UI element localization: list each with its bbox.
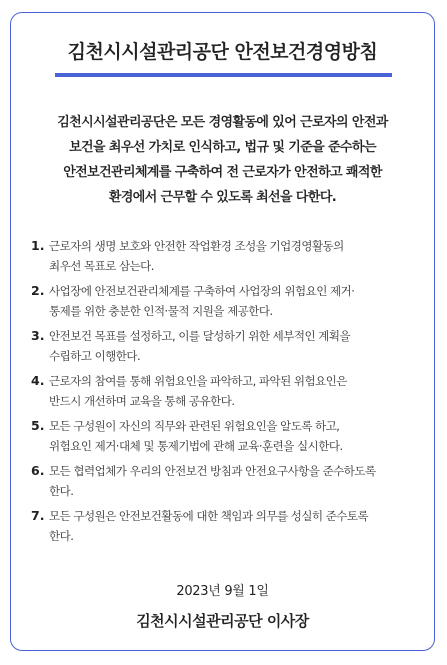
item-line: 사업장에 안전보건관리체계를 구축하여 사업장의 위험요인 제거· — [49, 284, 355, 298]
list-item — [31, 281, 424, 321]
signer-name: 김천시시설관리공단 이사장 — [136, 612, 309, 630]
item-line: 통제를 위한 충분한 인적·물적 지원을 제공한다. — [49, 304, 273, 318]
item-text — [49, 461, 376, 501]
policy-card — [10, 12, 435, 651]
list-item — [31, 371, 424, 411]
item-line: 안전보건 목표를 설정하고, 이를 달성하기 위한 세부적인 계획을 — [49, 329, 351, 343]
item-line: 근로자의 참여를 통해 위험요인을 파악하고, 파악된 위험요인은 — [49, 374, 347, 388]
item-line: 위험요인 제거·대체 및 통제기법에 관해 교육·훈련을 실시한다. — [49, 439, 343, 453]
intro-line: 보건을 최우선 가치로 인식하고, 법규 및 기준을 준수하는 — [69, 140, 376, 155]
item-number: 1. — [31, 238, 45, 253]
list-item — [31, 416, 424, 456]
item-line: 반드시 개선하며 교육을 통해 공유한다. — [49, 394, 235, 408]
title-underline — [55, 73, 392, 77]
list-item — [31, 506, 424, 546]
item-number: 4. — [31, 373, 45, 388]
item-number: 3. — [31, 328, 45, 343]
item-line: 근로자의 생명 보호와 안전한 작업환경 조성을 기업경영활동의 — [49, 239, 344, 253]
intro-line: 환경에서 근무할 수 있도록 최선을 다한다. — [108, 190, 337, 205]
item-text — [49, 281, 354, 321]
item-text — [49, 506, 368, 546]
intro-paragraph — [25, 110, 420, 210]
item-line: 수립하고 이행한다. — [49, 349, 141, 363]
intro-line: 안전보건관리체계를 구축하여 전 근로자가 안전하고 쾌적한 — [63, 165, 382, 180]
list-item — [31, 326, 424, 366]
item-line: 한다. — [49, 529, 74, 543]
item-number: 2. — [31, 283, 45, 298]
item-line: 최우선 목표로 삼는다. — [49, 259, 154, 273]
list-item — [31, 236, 424, 276]
item-number: 6. — [31, 463, 45, 478]
item-line: 한다. — [49, 484, 74, 498]
item-text — [49, 416, 343, 456]
item-number: 5. — [31, 418, 45, 433]
item-text — [49, 326, 350, 366]
intro-line: 김천시시설관리공단은 모든 경영활동에 있어 근로자의 안전과 — [57, 115, 388, 130]
item-number: 7. — [31, 508, 45, 523]
item-line: 모든 구성원은 안전보건활동에 대한 책임과 의무를 성실히 준수토록 — [49, 509, 369, 523]
item-text — [49, 236, 344, 276]
item-line: 모든 협력업체가 우리의 안전보건 방침과 안전요구사항을 준수하도록 — [49, 464, 376, 478]
page-title: 김천시시설관리공단 안전보건경영방침 — [67, 41, 378, 63]
item-text — [49, 371, 347, 411]
item-line: 모든 구성원이 자신의 직무와 관련된 위험요인을 알도록 하고, — [49, 419, 340, 433]
list-item — [31, 461, 424, 501]
policy-list — [31, 236, 424, 551]
issue-date: 2023년 9월 1일 — [176, 584, 269, 599]
